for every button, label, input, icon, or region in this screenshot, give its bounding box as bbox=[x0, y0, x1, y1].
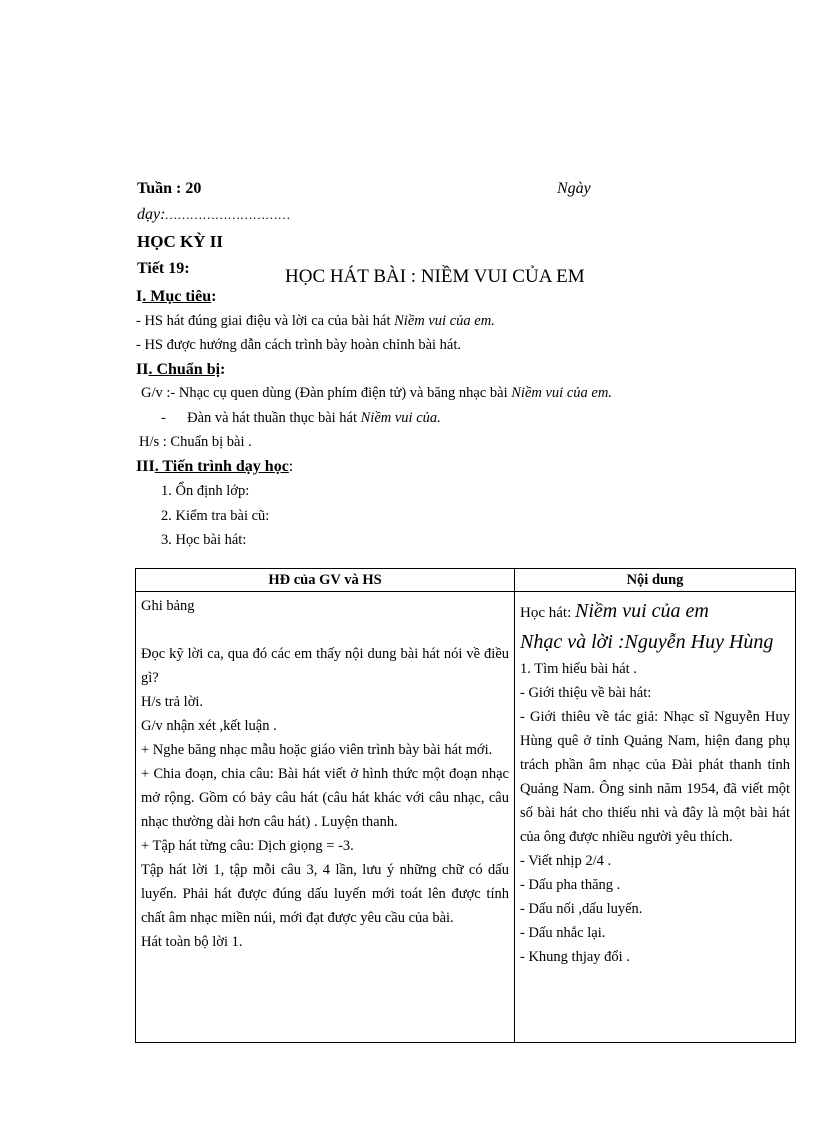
activity-paragraph: Hát toàn bộ lời 1. bbox=[141, 934, 243, 950]
preparation-teacher-text-2: Đàn và hát thuần thục bài hát bbox=[187, 410, 361, 426]
content-paragraph: - Khung thjay đổi . bbox=[520, 949, 630, 965]
activity-paragraph: Đọc kỹ lời ca, qua đó các em thấy nội dung bài hát nói về điều gì? bbox=[141, 646, 509, 686]
preparation-heading-num: II bbox=[136, 361, 149, 378]
preparation-teacher-text: G/v :- Nhạc cụ quen dùng (Đàn phím điện tử) và băng nhạc bài bbox=[141, 385, 512, 401]
preparation-teacher-line-2 bbox=[161, 410, 441, 427]
preparation-teacher-line bbox=[141, 385, 612, 402]
preparation-teacher-song: Niềm vui của em. bbox=[511, 385, 612, 401]
page-title: HỌC HÁT BÀI : NIỀM VUI CỦA EM bbox=[285, 266, 585, 287]
activity-paragraph: G/v nhận xét ,kết luận . bbox=[141, 718, 277, 734]
activity-paragraph: + Chia đoạn, chia câu: Bài hát viết ở hình thức một đoạn nhạc mở rộng. Gồm có bảy câu hát (câu hát khác với câu nhạc, câu nhạc thường dài hơn câu hát) . Luyện thanh. bbox=[141, 766, 509, 830]
content-title bbox=[520, 596, 790, 627]
content-paragraph: - Viết nhịp 2/4 . bbox=[520, 853, 612, 869]
content-paragraph: 1. Tìm hiểu bài hát . bbox=[520, 661, 637, 677]
content-title-label: Học hát: bbox=[520, 605, 575, 621]
lesson-table bbox=[135, 568, 796, 1043]
objectives-heading bbox=[136, 288, 216, 306]
preparation-dash: - bbox=[161, 410, 166, 426]
process-step-1: 1. Ổn định lớp: bbox=[161, 483, 250, 499]
objectives-heading-colon: : bbox=[211, 288, 217, 305]
preparation-heading-text: . Chuẩn bị bbox=[148, 361, 221, 378]
table-row bbox=[136, 592, 796, 1043]
week-label: Tuần : 20 bbox=[137, 180, 202, 197]
activity-spacer bbox=[141, 618, 509, 642]
content-paragraph: - Dấu pha thăng . bbox=[520, 877, 621, 893]
column-header-content: Nội dung bbox=[515, 569, 796, 592]
content-author: Nhạc và lời :Nguyễn Huy Hùng bbox=[520, 631, 774, 653]
process-heading-text: . Tiến trình dạy học bbox=[154, 458, 289, 475]
activity-paragraph: + Tập hát từng câu: Dịch giọng = -3. bbox=[141, 838, 354, 854]
objective-line-1 bbox=[136, 313, 495, 330]
objective-line-2: - HS được hướng dẫn cách trình bày hoàn chỉnh bài hát. bbox=[136, 337, 461, 353]
objective-song-name: Niềm vui của em. bbox=[394, 313, 495, 329]
content-song-title: Niềm vui của em bbox=[574, 600, 709, 622]
preparation-heading-colon: : bbox=[220, 361, 226, 378]
semester-heading: HỌC KỲ II bbox=[137, 232, 223, 251]
activity-paragraph: + Nghe băng nhạc mẫu hoặc giáo viên trình bày bài hát mới. bbox=[141, 742, 493, 758]
content-paragraph: - Dấu nhắc lại. bbox=[520, 925, 606, 941]
date-label-continued: dạy: bbox=[137, 206, 166, 223]
objectives-heading-num: I bbox=[136, 288, 143, 305]
lesson-number: Tiết 19: bbox=[137, 260, 190, 277]
content-paragraph: - Giới thiệu về bài hát: bbox=[520, 685, 652, 701]
objective-line-1-text: - HS hát đúng giai điệu và lời ca của bài hát bbox=[136, 313, 395, 329]
content-paragraph: - Giới thiêu về tác giả: Nhạc sĩ Nguyễn Huy Hùng quê ở tỉnh Quảng Nam, hiện đang phụ trách phần âm nhạc của Đài phát thanh tỉnh Quảng Nam. Ông sinh năm 1954, đã viết một số bài hát cho thiếu nhi và đây là một bài hát của ông được nhiều người yêu thích. bbox=[520, 709, 790, 845]
activity-paragraph: Tập hát lời 1, tập mỗi câu 3, 4 lần, lưu ý những chữ có dấu luyến. Phải hát được đúng dấu luyến mới toát lên được tính chất âm nhạc miền núi, mới đạt được yêu cầu của bài. bbox=[141, 862, 509, 926]
activities-cell bbox=[136, 592, 515, 1043]
preparation-student-line: H/s : Chuẩn bị bài . bbox=[139, 434, 252, 450]
activity-paragraph: Ghi bảng bbox=[141, 598, 195, 614]
column-header-activities: HĐ của GV và HS bbox=[136, 569, 515, 592]
activity-paragraph: H/s trả lời. bbox=[141, 694, 204, 710]
content-paragraph: - Dấu nối ,dấu luyến. bbox=[520, 901, 643, 917]
date-dots: ………………………… bbox=[165, 207, 292, 222]
content-cell bbox=[515, 592, 796, 1043]
process-step-3: 3. Học bài hát: bbox=[161, 532, 247, 548]
table-header-row bbox=[136, 569, 796, 592]
objectives-heading-text: . Mục tiêu bbox=[142, 288, 212, 305]
process-heading bbox=[136, 458, 293, 476]
process-step-2: 2. Kiểm tra bài cũ: bbox=[161, 508, 270, 524]
process-heading-num: III bbox=[136, 458, 155, 475]
process-heading-colon: : bbox=[288, 458, 294, 475]
preparation-teacher-song-2: Niềm vui của. bbox=[360, 410, 441, 426]
date-label: Ngày bbox=[557, 180, 591, 197]
preparation-heading bbox=[136, 361, 225, 379]
date-line bbox=[137, 206, 291, 224]
